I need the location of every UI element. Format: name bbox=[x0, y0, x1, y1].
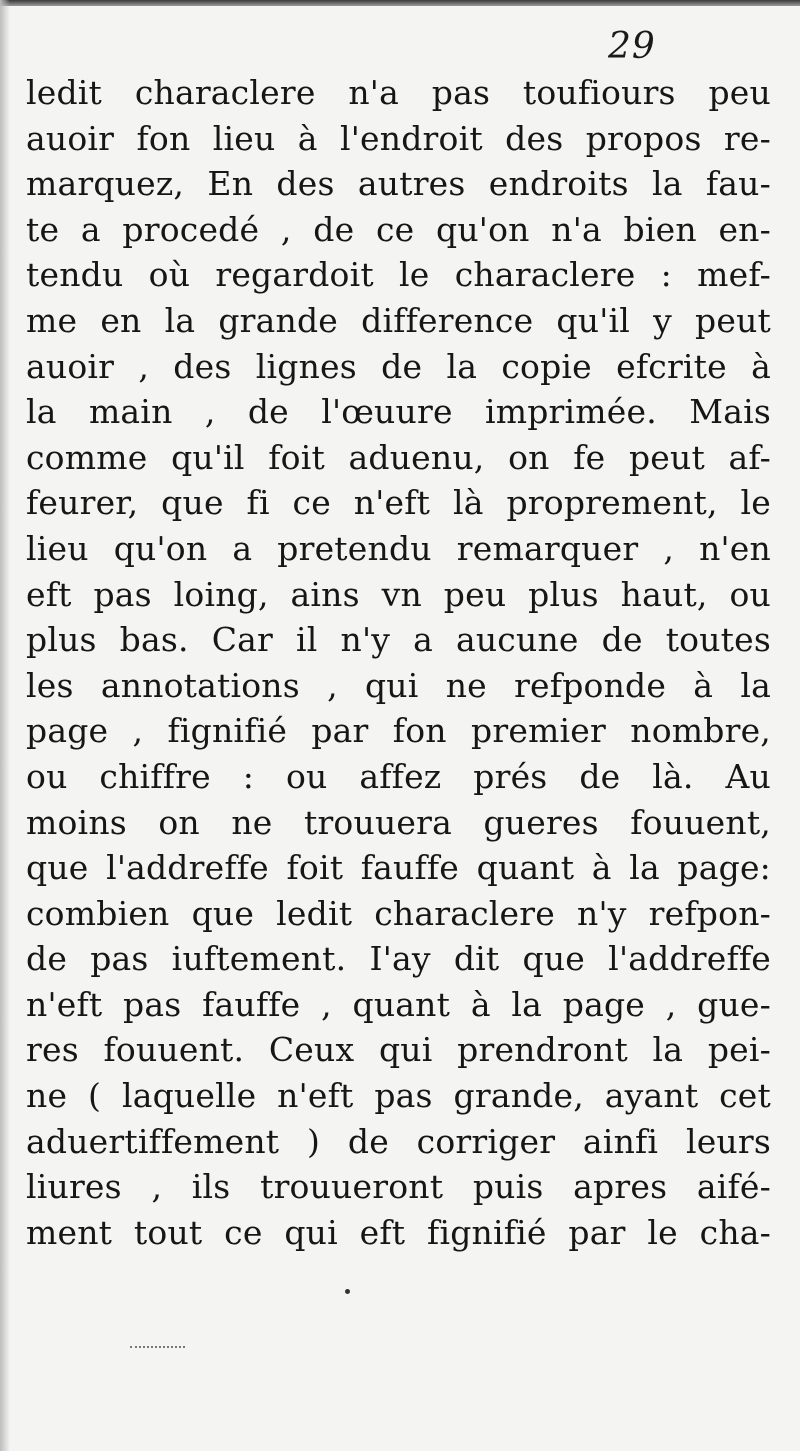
text-line: aduertiffement ) de corriger ainfi leurs bbox=[26, 1121, 771, 1161]
text-line: moins on ne trouuera gueres fouuent, bbox=[26, 802, 771, 842]
text-line: me en la grande difference qu'il y peut bbox=[26, 300, 771, 340]
text-line: la main , de l'œuure imprimée. Mais bbox=[26, 392, 771, 432]
text-line: eft pas loing, ains vn peu plus haut, ou bbox=[26, 574, 771, 614]
text-line: tendu où regardoit le characlere : mef- bbox=[26, 255, 771, 295]
text-line: n'eft pas fauffe , quant à la page , gue- bbox=[26, 984, 771, 1024]
top-edge-shadow bbox=[0, 0, 800, 6]
text-line: marquez, En des autres endroits la fau- bbox=[26, 164, 771, 204]
text-line: page , fignifié par fon premier nombre, bbox=[26, 711, 771, 751]
text-line: feurer, que fi ce n'eft là proprement, le bbox=[26, 483, 771, 523]
text-line: ment tout ce qui eft fignifié par le cha- bbox=[26, 1212, 771, 1252]
text-line: res fouuent. Ceux qui prendront la pei- bbox=[26, 1030, 771, 1070]
text-line: ledit characlere n'a pas toufiours peu bbox=[26, 73, 771, 112]
ink-speck bbox=[345, 1289, 350, 1294]
text-line: auoir , des lignes de la copie efcrite à bbox=[26, 346, 771, 386]
text-line: que l'addreffe foit fauffe quant à la page: bbox=[26, 848, 771, 888]
text-line: lieu qu'on a pretendu remarquer , n'en bbox=[26, 528, 771, 568]
bottom-smudge-mark bbox=[130, 1346, 185, 1350]
text-line: plus bas. Car il n'y a aucune de toutes bbox=[26, 620, 771, 660]
text-line: comme qu'il foit aduenu, on fe peut af- bbox=[26, 437, 771, 477]
text-line: ou chiffre : ou affez prés de là. Au bbox=[26, 756, 771, 796]
left-edge-shadow bbox=[0, 0, 10, 1451]
text-line: les annotations , qui ne refponde à la bbox=[26, 665, 771, 705]
text-line: te a procedé , de ce qu'on n'a bien en- bbox=[26, 209, 771, 249]
text-line: liures , ils trouueront puis apres aifé- bbox=[26, 1167, 771, 1207]
text-line: combien que ledit characlere n'y refpon- bbox=[26, 893, 771, 933]
body-text bbox=[26, 70, 771, 1255]
page-number: 29 bbox=[608, 26, 656, 67]
text-line: ne ( laquelle n'eft pas grande, ayant cet bbox=[26, 1076, 771, 1116]
text-line: de pas iuftement. I'ay dit que l'addreffe bbox=[26, 939, 771, 979]
text-line: auoir fon lieu à l'endroit des propos re- bbox=[26, 118, 771, 158]
